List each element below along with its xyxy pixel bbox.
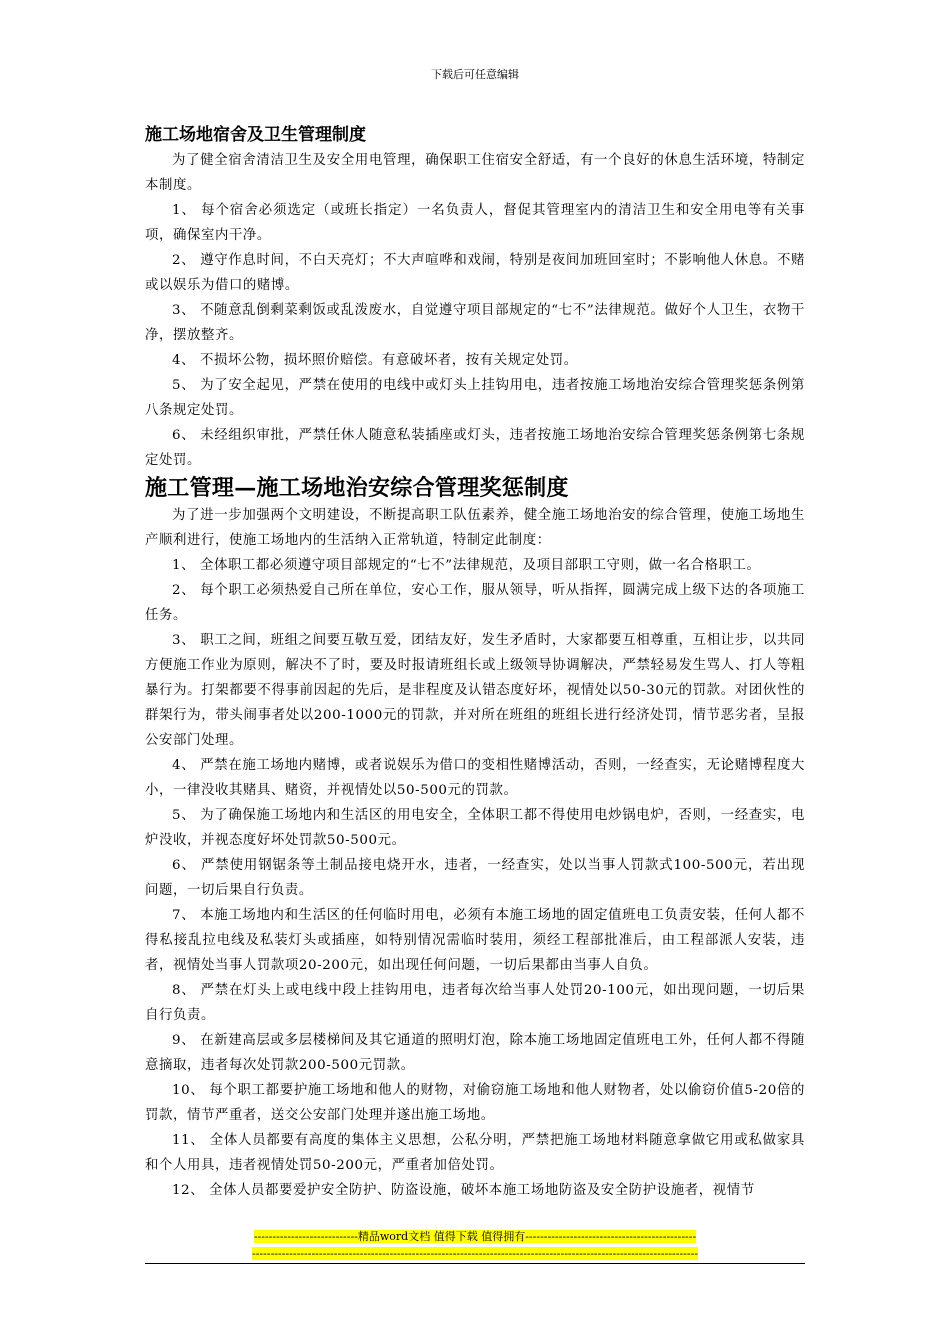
- paragraph: 2、 遵守作息时间，不白天亮灯；不大声喧哗和戏闹，特别是夜间加班回室时；不影响他人休息。不赌或以娱乐为借口的赌博。: [145, 253, 805, 293]
- footer-dash-text: ------------------------------------------------------------------------------------------------------------------------: [251, 1247, 698, 1260]
- section1-paragraphs: [145, 148, 805, 473]
- section2-paragraphs: [145, 503, 805, 1203]
- paragraph: 12、 全体人员都要爱护安全防护、防盗设施，破坏本施工场地防盗及安全防护设施者，视情节: [172, 1183, 755, 1198]
- document-body: [145, 122, 805, 1203]
- paragraph: 为了进一步加强两个文明建设，不断提高职工队伍素养，健全施工场地治安的综合管理，使施工场地生产顺利进行，使施工场地内的生活纳入正常轨道，特制定此制度：: [145, 508, 805, 548]
- paragraph: 8、 严禁在灯头上或电线中段上挂钩用电，违者每次给当事人处罚20-100元，如出现问题，一切后果自行负责。: [145, 983, 805, 1023]
- paragraph: 7、 本施工场地内和生活区的任何临时用电，必须有本施工场地的固定值班电工负责安装，任何人都不得私接乱拉电线及私装灯头或插座，如特别情况需临时装用，须经工程部批准后，由工程部派人安装，违者，视情处当事人罚款项20-200元，如出现任何问题，一切后果都由当事人自负。: [145, 908, 805, 973]
- page-footer: [145, 1228, 805, 1262]
- paragraph: 10、 每个职工都要护施工场地和他人的财物，对偷窃施工场地和他人财物者，处以偷窃价值5-20倍的罚款，情节严重者，送交公安部门处理并遂出施工场地。: [145, 1083, 805, 1123]
- footer-dash-line: [145, 1245, 805, 1262]
- page-header-note: 下载后可任意编辑: [431, 68, 519, 81]
- footer-banner-text: ----------------------------精品word文档 值得下载 值得拥有----------------------------------------------: [253, 1230, 697, 1243]
- paragraph: 5、 为了确保施工场地内和生活区的用电安全，全体职工都不得使用电炒锅电炉，否则，一经查实，电炉没收，并视态度好坏处罚款50-500元。: [145, 808, 805, 848]
- paragraph: 2、 每个职工必须热爱自己所在单位，安心工作，服从领导，听从指挥，圆满完成上级下达的各项施工任务。: [145, 583, 805, 623]
- paragraph: 3、 职工之间，班组之间要互敬互爱，团结友好，发生矛盾时，大家都要互相尊重，互相让步，以共同方便施工作业为原则，解决不了时，要及时报请班组长或上级领导协调解决，严禁轻易发生骂人、打人等粗暴行为。打架都要不得事前因起的先后，是非程度及认错态度好坏，视情处以50-30元的罚款。对团伙性的群架行为，带头闹事者处以200-1000元的罚款，并对所在班组的班组长进行经济处罚，情节恶劣者，呈报公安部门处理。: [145, 633, 805, 748]
- paragraph: 3、 不随意乱倒剩菜剩饭或乱泼废水，自觉遵守项目部规定的“七不”法律规范。做好个人卫生，衣物干净，摆放整齐。: [145, 303, 805, 343]
- section1-title: 施工场地宿舍及卫生管理制度: [145, 125, 366, 145]
- paragraph: 6、 严禁使用钢锯条等土制品接电烧开水，违者，一经查实，处以当事人罚款式100-500元，若出现问题，一切后果自行负责。: [145, 858, 805, 898]
- section2-title: 施工管理—施工场地治安综合管理奖惩制度: [145, 475, 569, 501]
- paragraph: 5、 为了安全起见，严禁在使用的电线中或灯头上挂钩用电，违者按施工场地治安综合管理奖惩条例第八条规定处罚。: [145, 378, 805, 418]
- paragraph: 9、 在新建高层或多层楼梯间及其它通道的照明灯泡，除本施工场地固定值班电工外，任何人都不得随意摘取，违者每次处罚款200-500元罚款。: [145, 1033, 805, 1073]
- paragraph: 4、 不损坏公物，损坏照价赔偿。有意破坏者，按有关规定处罚。: [172, 353, 578, 368]
- paragraph: 6、 未经组织审批，严禁任休人随意私装插座或灯头，违者按施工场地治安综合管理奖惩条例第七条规定处罚。: [145, 428, 805, 468]
- paragraph: 1、 每个宿舍必须选定（或班长指定）一名负责人，督促其管理室内的清洁卫生和安全用电等有关事项，确保室内干净。: [145, 203, 805, 243]
- paragraph: 1、 全体职工都必须遵守项目部规定的“七不”法律规范，及项目部职工守则，做一名合格职工。: [172, 558, 761, 573]
- paragraph: 4、 严禁在施工场地内赌博，或者说娱乐为借口的变相性赌博活动，否则，一经查实，无论赌博程度大小，一律没收其赌具、赌资，并视情处以50-500元的罚款。: [145, 758, 805, 798]
- paragraph: 11、 全体人员都要有高度的集体主义思想，公私分明，严禁把施工场地材料随意拿做它用或私做家具和个人用具，违者视情处罚50-200元，严重者加倍处罚。: [145, 1133, 805, 1173]
- footer-rule: [145, 1263, 805, 1264]
- footer-banner-line: [145, 1228, 805, 1245]
- paragraph: 为了健全宿舍清洁卫生及安全用电管理，确保职工住宿安全舒适，有一个良好的休息生活环境，特制定本制度。: [145, 153, 805, 193]
